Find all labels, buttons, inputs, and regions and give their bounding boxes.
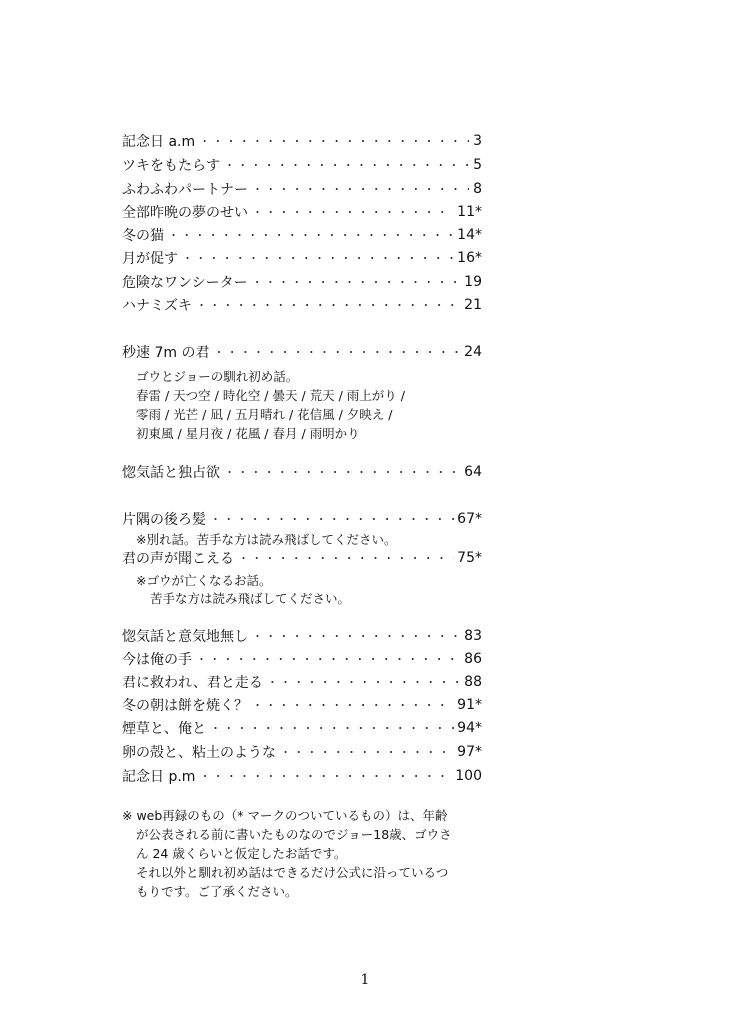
toc-leader-dots — [252, 628, 461, 644]
toc-entry — [122, 294, 482, 316]
toc-leader-dots — [210, 511, 454, 527]
toc-leader-dots — [224, 157, 469, 173]
toc-entry — [122, 625, 482, 647]
toc-entry-title: 月が促す — [122, 251, 178, 267]
toc-entry-page: 75* — [457, 550, 482, 566]
footnote-line: もりです。ご了承ください。 — [136, 884, 298, 899]
toc-entry-page: 86 — [464, 651, 482, 667]
toc-chapter-list-line: 零雨 / 光芒 / 凪 / 五月晴れ / 花信風 / 夕映え / — [136, 407, 393, 422]
page-number: 1 — [360, 972, 370, 988]
toc-entry — [122, 694, 482, 716]
toc-entry-title: ふわふわパートナー — [122, 182, 248, 198]
toc-entry-title: 君の声が聞こえる — [122, 551, 234, 567]
toc-entry — [122, 130, 482, 152]
toc-entry-page: 5 — [473, 157, 482, 173]
toc-leader-dots — [252, 204, 454, 220]
toc-entry-title: ツキをもたらす — [122, 158, 220, 174]
toc-entry-title: 記念日 a.m — [122, 134, 196, 150]
toc-entry — [122, 765, 482, 787]
toc-entry-note: ※ゴウが亡くなるお話。 — [136, 573, 272, 588]
toc-entry-page: 24 — [464, 344, 482, 360]
toc-entry-title: 危険なワンシーター — [122, 275, 248, 291]
toc-entry-page: 14* — [457, 227, 482, 243]
toc-entry-title: 卵の殻と、粘土のような — [122, 745, 276, 761]
toc-entry — [122, 741, 482, 763]
toc-entry-page: 94* — [457, 720, 482, 736]
toc-entry-note: 苦手な方は読み飛ばしてください。 — [150, 591, 351, 606]
toc-entry-title: 秒速 7m の君 — [122, 345, 210, 361]
toc-chapter-list-line: 初東風 / 星月夜 / 花風 / 春月 / 雨明かり — [136, 426, 360, 441]
toc-entry — [122, 461, 482, 483]
toc-entry — [122, 717, 482, 739]
toc-leader-dots — [199, 768, 452, 784]
footnote-line: それ以外と馴れ初め話はできるだけ公式に沿っているつ — [136, 865, 449, 880]
toc-entry-title: 全部昨晩の夢のせい — [122, 205, 248, 221]
toc-entry — [122, 247, 482, 269]
toc-entry — [122, 271, 482, 293]
toc-entry — [122, 341, 482, 363]
toc-entry — [122, 178, 482, 200]
toc-entry — [122, 224, 482, 246]
toc-entry-title: 煙草と、俺と — [122, 721, 206, 737]
toc-entry — [122, 671, 482, 693]
toc-leader-dots — [238, 550, 454, 566]
toc-leader-dots — [196, 651, 461, 667]
toc-entry-page: 100 — [455, 768, 482, 784]
toc-leader-dots — [252, 274, 462, 290]
toc-entry — [122, 508, 482, 530]
toc-entry-title: 惚気話と独占欲 — [122, 465, 220, 481]
toc-leader-dots — [267, 674, 461, 690]
toc-entry — [122, 201, 482, 223]
toc-leader-dots — [252, 181, 469, 197]
toc-entry-title: 片隅の後ろ髪 — [122, 512, 206, 528]
toc-entry-page: 11* — [457, 204, 482, 220]
toc-entry-page: 91* — [457, 697, 482, 713]
footnote-line: が公表される前に書いたものなのでジョー18歳、ゴウさ — [136, 827, 452, 842]
footnote-line: ん 24 歳くらいと仮定したお話です。 — [136, 846, 347, 861]
toc-entry-page: 19 — [464, 274, 482, 290]
toc-entry-page: 16* — [457, 250, 482, 266]
toc-entry-page: 67* — [457, 511, 482, 527]
toc-entry-page: 88 — [464, 674, 482, 690]
toc-leader-dots — [168, 227, 454, 243]
toc-leader-dots — [210, 720, 454, 736]
toc-entry-title: 冬の猫 — [122, 228, 164, 244]
footnote-line: ※ web再録のもの（* マークのついているもの）は、年齢 — [122, 808, 448, 823]
toc-leader-dots — [252, 697, 454, 713]
toc-chapter-list-line: 春雷 / 天つ空 / 時化空 / 曇天 / 荒天 / 雨上がり / — [136, 388, 405, 403]
toc-entry-page: 3 — [473, 133, 482, 149]
toc-entry-note: ※別れ話。苦手な方は読み飛ばしてください。 — [136, 532, 397, 547]
toc-entry — [122, 547, 482, 569]
toc-entry-page: 8 — [473, 181, 482, 197]
toc-entry-title: ハナミズキ — [122, 298, 192, 314]
toc-entry-title: 冬の朝は餅を焼く？ — [122, 698, 248, 714]
toc-entry-page: 83 — [464, 628, 482, 644]
toc-entry-title: 惚気話と意気地無し — [122, 629, 248, 645]
toc-entry-page: 21 — [464, 297, 482, 313]
toc-leader-dots — [213, 344, 461, 360]
toc-leader-dots — [224, 464, 461, 480]
toc-leader-dots — [280, 744, 454, 760]
toc-entry-title: 君に救われ、君と走る — [122, 675, 263, 691]
toc-leader-dots — [199, 133, 469, 149]
toc-entry-page: 64 — [464, 464, 482, 480]
toc-leader-dots — [182, 250, 454, 266]
toc-entry — [122, 648, 482, 670]
toc-entry — [122, 154, 482, 176]
toc-entry-page: 97* — [457, 744, 482, 760]
toc-entry-note: ゴウとジョーの馴れ初め話。 — [136, 369, 299, 384]
toc-entry-title: 今は俺の手 — [122, 652, 192, 668]
toc-entry-title: 記念日 p.m — [122, 769, 196, 785]
toc-leader-dots — [196, 297, 461, 313]
